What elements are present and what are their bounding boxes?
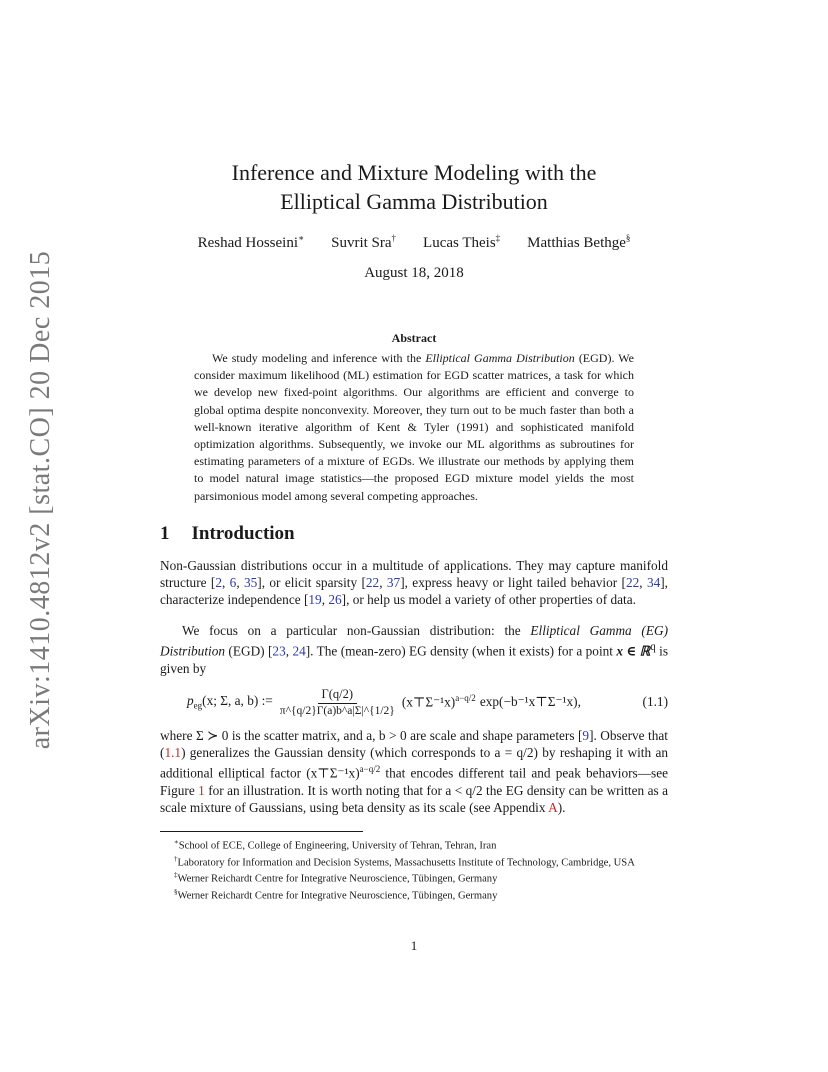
author-list [160, 233, 668, 252]
citation-link[interactable]: 24 [292, 643, 306, 659]
equation-lhs: $p_{eg}(x$; Σ, a, b) := [187, 693, 273, 711]
intro-paragraph-3: where Σ ≻ 0 is the scatter matrix, and a, b > 0 are scale and shape parameters [9]. Observe that (1.1) generalizes the Gaussian density (which corresponds to a = q/2) by reshaping it with an additional elliptical factor (x⊤Σ⁻¹x)$^{a-q/2}$ that encodes different tail and peak behaviors—see Figure 1 for an illustration. It is worth noting that for a < q/2 the EG density can be written as a scale mixture of Gaussians, using beta density as its scale (see Appendix A). [160, 728, 668, 815]
appendix-reference-link[interactable]: A [548, 799, 558, 815]
equation-factor: (x⊤Σ⁻¹x)$^{a-q/2}$ [401, 693, 476, 710]
author-4: Matthias Bethge§ [527, 233, 631, 251]
abstract-heading: Abstract [391, 331, 437, 345]
footnote-2: †Laboratory for Information and Decision Systems, Massachusetts Institute of Technology, Cambridge, USA [174, 854, 635, 869]
footnote-divider [160, 831, 363, 832]
footnote-3: ‡Werner Reichardt Centre for Integrative Neuroscience, Tübingen, Germany [174, 871, 498, 885]
intro-paragraph-2: We focus on a particular non-Gaussian distribution: the Elliptical Gamma (EG) Distribution (EGD) [23, 24]. The (mean-zero) EG density (when it exists) for a point x ∈ ℝ$^q$ is given by [160, 623, 669, 676]
page-number: 1 [410, 938, 418, 953]
arxiv-identifier-stamp: arXiv:1410.4812v2 [stat.CO] 20 Dec 2015 [25, 250, 56, 750]
footnote-4: §Werner Reichardt Centre for Integrative Neuroscience, Tübingen, Germany [174, 888, 498, 902]
equation-body [187, 682, 581, 722]
citation-link[interactable]: 26 [328, 592, 342, 608]
citation-link[interactable]: 9 [582, 728, 590, 743]
equation-reference-link[interactable]: 1.1 [164, 745, 182, 761]
abstract-body: We study modeling and inference with the Elliptical Gamma Distribution (EGD). We consider maximum likelihood (ML) estimation for EGD scatter matrices, a task for which we develop new fixed-point algorithms. Our algorithms are efficient and converge to global optima despite nonconvexity. Moreover, they turn out to be much faster than both a well-known iterative algorithm of Kent & Tyler (1991) and sophisticated manifold optimization algorithms. Subsequently, we invoke our ML algorithms as subroutines for estimating parameters of a mixture of EGDs. We illustrate our methods by applying them to model natural image statistics—the proposed EGD mixture model yields the most parsimonious model among several competing approaches. [194, 351, 634, 503]
citation-link[interactable]: 35 [244, 575, 258, 591]
intro-paragraph-1: Non-Gaussian distributions occur in a multitude of applications. They may capture manifold structure [2, 6, 35], or elicit sparsity [22, 37], express heavy or light tailed behavior [22, 34], characterize independence [19, 26], or help us model a variety of other properties of data. [160, 558, 669, 608]
paper-date: August 18, 2018 [364, 265, 464, 281]
citation-link[interactable]: 34 [646, 575, 661, 591]
section-title: Introduction [191, 523, 295, 544]
figure-reference-link[interactable]: 1 [198, 782, 205, 798]
footnotes [160, 836, 668, 903]
fraction-numerator: Γ(q/2) [318, 687, 358, 704]
citation-link[interactable]: 19 [308, 592, 322, 608]
equation-1-1 [160, 682, 668, 722]
title-line-1: Inference and Mixture Modeling with the [231, 160, 597, 185]
section-number: 1 [160, 523, 170, 544]
citation-link[interactable]: 22 [365, 575, 380, 591]
title-line-2: Elliptical Gamma Distribution [280, 189, 548, 214]
author-1: Reshad Hosseini∗ [197, 233, 305, 251]
author-2: Suvrit Sra† [331, 233, 397, 251]
citation-link[interactable]: 6 [229, 575, 237, 591]
equation-fraction [280, 687, 395, 717]
paper-title [160, 158, 668, 216]
footnote-1: ∗School of ECE, College of Engineering, University of Tehran, Tehran, Iran [174, 838, 497, 852]
citation-link[interactable]: 2 [215, 575, 222, 591]
author-3: Lucas Theis‡ [423, 233, 501, 251]
equation-exponential: exp(−b⁻¹x⊤Σ⁻¹x), [479, 694, 581, 709]
citation-link[interactable]: 23 [272, 643, 286, 659]
citation-link[interactable]: 22 [625, 575, 640, 591]
equation-number: (1.1) [642, 694, 668, 709]
section-heading [160, 523, 295, 545]
fraction-denominator: π^{q/2}Γ(a)b^a|Σ|^{1/2} [279, 705, 395, 717]
citation-link[interactable]: 37 [386, 575, 401, 591]
